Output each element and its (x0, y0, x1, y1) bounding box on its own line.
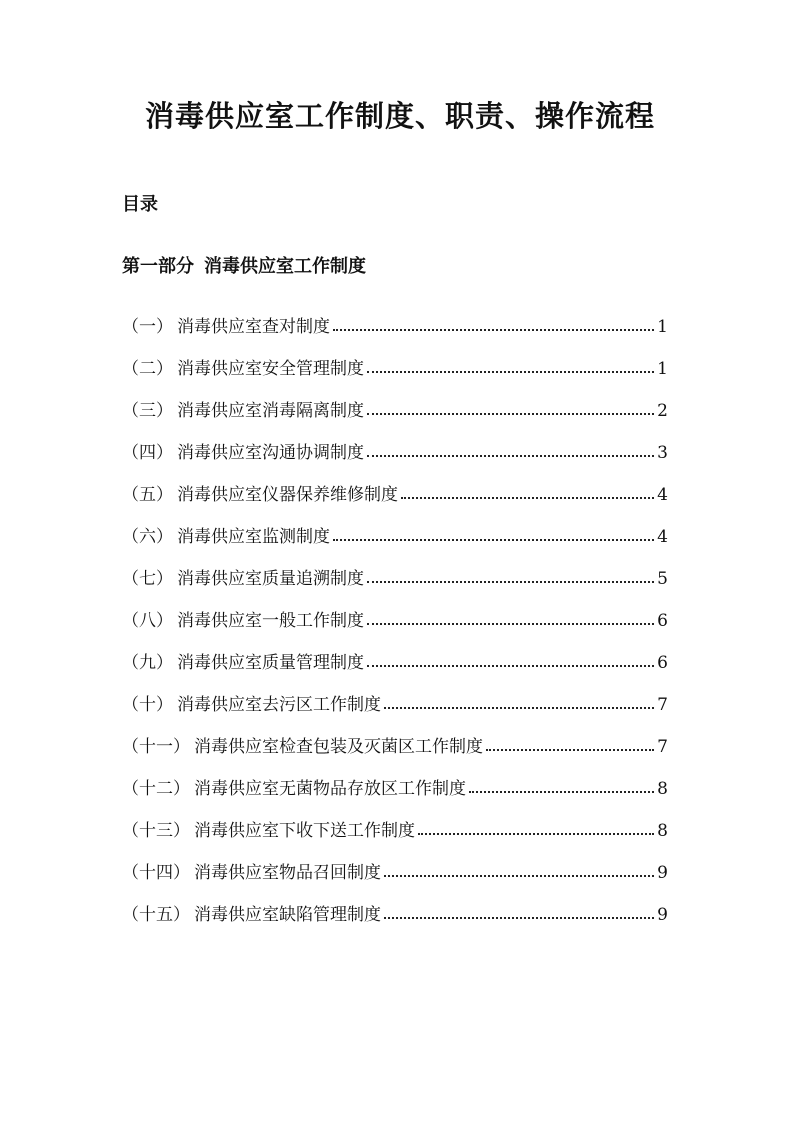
toc-entry[interactable] (122, 816, 668, 858)
toc-entry-label: 消毒供应室查对制度 (177, 317, 330, 337)
toc-entry-label: 消毒供应室物品召回制度 (194, 863, 381, 883)
dot-leader (469, 779, 654, 796)
toc-entry[interactable] (122, 438, 668, 480)
section-title: 消毒供应室工作制度 (204, 256, 366, 277)
toc-entry[interactable] (122, 858, 668, 900)
toc-entry[interactable] (122, 900, 668, 942)
toc-entry-label: 消毒供应室一般工作制度 (177, 611, 364, 631)
dot-leader (384, 863, 654, 880)
toc-entry-number: （六） (122, 527, 173, 547)
toc-entry[interactable] (122, 606, 668, 648)
toc-entry-page: 3 (657, 443, 668, 463)
dot-leader (367, 569, 654, 586)
toc-entry-number: （四） (122, 443, 173, 463)
dot-leader (333, 527, 654, 544)
toc-heading: 目录 (122, 194, 158, 215)
toc-entry-label: 消毒供应室质量追溯制度 (177, 569, 364, 589)
toc-entry-page: 2 (657, 401, 668, 421)
toc-entry[interactable] (122, 648, 668, 690)
dot-leader (367, 653, 654, 670)
dot-leader (418, 821, 654, 838)
toc-entry[interactable] (122, 522, 668, 564)
toc-entry-page: 9 (657, 863, 668, 883)
toc-entry-page: 7 (657, 737, 668, 757)
section-part-label: 第一部分 (122, 256, 194, 277)
toc-entry-label: 消毒供应室监测制度 (177, 527, 330, 547)
toc-entry-page: 6 (657, 611, 668, 631)
dot-leader (401, 485, 654, 502)
toc-entry-label: 消毒供应室消毒隔离制度 (177, 401, 364, 421)
toc-entry-page: 8 (657, 779, 668, 799)
toc-entry-page: 5 (657, 569, 668, 589)
toc-entry-number: （七） (122, 569, 173, 589)
toc-entry[interactable] (122, 774, 668, 816)
toc-entry-page: 9 (657, 905, 668, 925)
toc-entry-number: （十三） (122, 821, 190, 841)
dot-leader (333, 317, 654, 334)
toc-list (122, 312, 668, 942)
toc-entry-number: （九） (122, 653, 173, 673)
toc-entry[interactable] (122, 354, 668, 396)
dot-leader (367, 359, 654, 376)
toc-entry-page: 6 (657, 653, 668, 673)
dot-leader (367, 443, 654, 460)
toc-entry-number: （五） (122, 485, 173, 505)
toc-entry-number: （二） (122, 359, 173, 379)
toc-entry-page: 4 (657, 527, 668, 547)
dot-leader (367, 611, 654, 628)
toc-entry-number: （一） (122, 317, 173, 337)
toc-entry-number: （十二） (122, 779, 190, 799)
toc-entry-label: 消毒供应室缺陷管理制度 (194, 905, 381, 925)
toc-entry-number: （十四） (122, 863, 190, 883)
toc-entry-label: 消毒供应室无菌物品存放区工作制度 (194, 779, 466, 799)
dot-leader (384, 695, 654, 712)
toc-entry-label: 消毒供应室检查包装及灭菌区工作制度 (194, 737, 483, 757)
toc-entry-page: 1 (657, 317, 668, 337)
toc-entry[interactable] (122, 690, 668, 732)
toc-entry[interactable] (122, 396, 668, 438)
toc-entry-label: 消毒供应室下收下送工作制度 (194, 821, 415, 841)
toc-entry-label: 消毒供应室仪器保养维修制度 (177, 485, 398, 505)
dot-leader (486, 737, 654, 754)
toc-entry[interactable] (122, 480, 668, 522)
toc-entry-label: 消毒供应室去污区工作制度 (177, 695, 381, 715)
toc-entry-page: 1 (657, 359, 668, 379)
toc-entry-number: （十五） (122, 905, 190, 925)
toc-entry-page: 7 (657, 695, 668, 715)
toc-entry[interactable] (122, 312, 668, 354)
toc-entry-number: （十一） (122, 737, 190, 757)
page-title: 消毒供应室工作制度、职责、操作流程 (144, 99, 655, 133)
toc-entry-page: 4 (657, 485, 668, 505)
toc-entry[interactable] (122, 732, 668, 774)
dot-leader (384, 905, 654, 922)
toc-entry-number: （八） (122, 611, 173, 631)
toc-entry-label: 消毒供应室安全管理制度 (177, 359, 364, 379)
toc-entry-label: 消毒供应室沟通协调制度 (177, 443, 364, 463)
toc-entry-label: 消毒供应室质量管理制度 (177, 653, 364, 673)
toc-entry-number: （三） (122, 401, 173, 421)
section-heading (122, 252, 366, 278)
toc-entry[interactable] (122, 564, 668, 606)
toc-entry-page: 8 (657, 821, 668, 841)
dot-leader (367, 401, 654, 418)
toc-entry-number: （十） (122, 695, 173, 715)
